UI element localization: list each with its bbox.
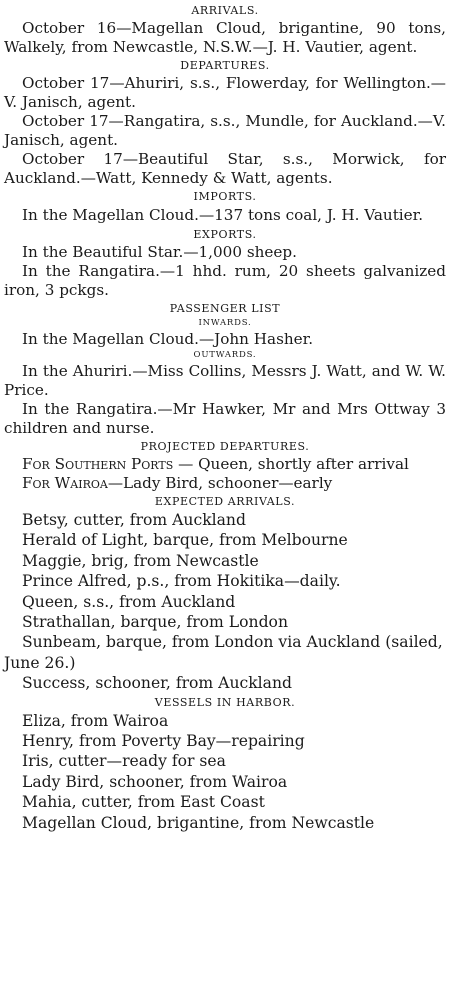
vessel-in-harbor-item: Henry, from Poverty Bay—repairing — [22, 732, 305, 751]
expected-arrival-item: Herald of Light, barque, from Melbourne — [22, 531, 348, 550]
passenger-outwards-entry: In the Ahuriri.—Miss Collins, Messrs J. Watt, and W. W. Price. — [4, 362, 446, 399]
vessel-in-harbor-item: Magellan Cloud, brigantine, from Newcastle — [22, 813, 375, 832]
projected-departure-lead: For Wairoa — [22, 474, 108, 492]
vessel-in-harbor-item: Mahia, cutter, from East Coast — [22, 793, 265, 812]
expected-arrival-item: Maggie, brig, from Newcastle — [22, 551, 259, 570]
departures-heading: DEPARTURES. — [180, 59, 270, 72]
expected-arrival-item: Betsy, cutter, from Auckland — [22, 511, 246, 529]
outwards-subheading: OUTWARDS. — [193, 350, 257, 360]
passenger-outwards-entry: In the Rangatira.—Mr Hawker, Mr and Mrs Ottway 3 children and nurse. — [4, 400, 446, 437]
vessels-in-harbor-heading: VESSELS IN HARBOR. — [154, 695, 296, 709]
departure-entry: October 17—Beautiful Star, s.s., Morwick, for Auckland.—Watt, Kennedy & Watt, agents. — [4, 150, 446, 187]
inwards-subheading: INWARDS. — [198, 318, 252, 328]
vessel-in-harbor-item: Lady Bird, schooner, from Wairoa — [22, 772, 288, 791]
projected-departure-lead: For Southern Ports — [22, 455, 174, 473]
projected-departure-text: —Lady Bird, schooner—early — [107, 474, 333, 492]
vessel-in-harbor-item: Eliza, from Wairoa — [22, 711, 169, 730]
expected-arrival-item: Strathallan, barque, from London — [22, 613, 288, 632]
projected-departure-entry — [4, 455, 446, 474]
imports-heading: IMPORTS. — [193, 190, 257, 203]
expected-arrival-item: Queen, s.s., from Auckland — [22, 592, 236, 611]
departure-entry: October 17—Rangatira, s.s., Mundle, for Auckland.—V. Janisch, agent. — [4, 112, 446, 149]
projected-departures-heading: PROJECTED DEPARTURES. — [140, 440, 310, 453]
departure-entry: October 17—Ahuriri, s.s., Flowerday, for Wellington.—V. Janisch, agent. — [4, 74, 446, 111]
vessel-in-harbor-item: Iris, cutter—ready for sea — [22, 752, 226, 771]
expected-arrival-item: Sunbeam, barque, from London via Auckland (sailed, June 26.) — [4, 633, 443, 672]
arrival-entry: October 16—Magellan Cloud, brigantine, 90 tons, Walkely, from Newcastle, N.S.W.—J. H. Vautier, agent. — [4, 19, 446, 56]
arrivals-heading: ARRIVALS. — [191, 4, 259, 17]
expected-arrival-item: Success, schooner, from Auckland — [22, 674, 292, 693]
passenger-list-heading: PASSENGER LIST — [169, 302, 281, 315]
export-entry: In the Rangatira.—1 hhd. rum, 20 sheets galvanized iron, 3 pckgs. — [4, 262, 446, 299]
import-entry: In the Magellan Cloud.—137 tons coal, J. H. Vautier. — [22, 206, 424, 224]
expected-arrivals-heading: EXPECTED ARRIVALS. — [154, 495, 296, 508]
passenger-inwards-entry: In the Magellan Cloud.—John Hasher. — [22, 330, 314, 348]
expected-arrival-item: Prince Alfred, p.s., from Hokitika—daily. — [22, 572, 341, 591]
projected-departure-entry — [4, 474, 446, 493]
exports-heading: EXPORTS. — [193, 228, 257, 241]
projected-departure-text: — Queen, shortly after arrival — [173, 455, 409, 473]
export-entry: In the Beautiful Star.—1,000 sheep. — [22, 243, 297, 261]
